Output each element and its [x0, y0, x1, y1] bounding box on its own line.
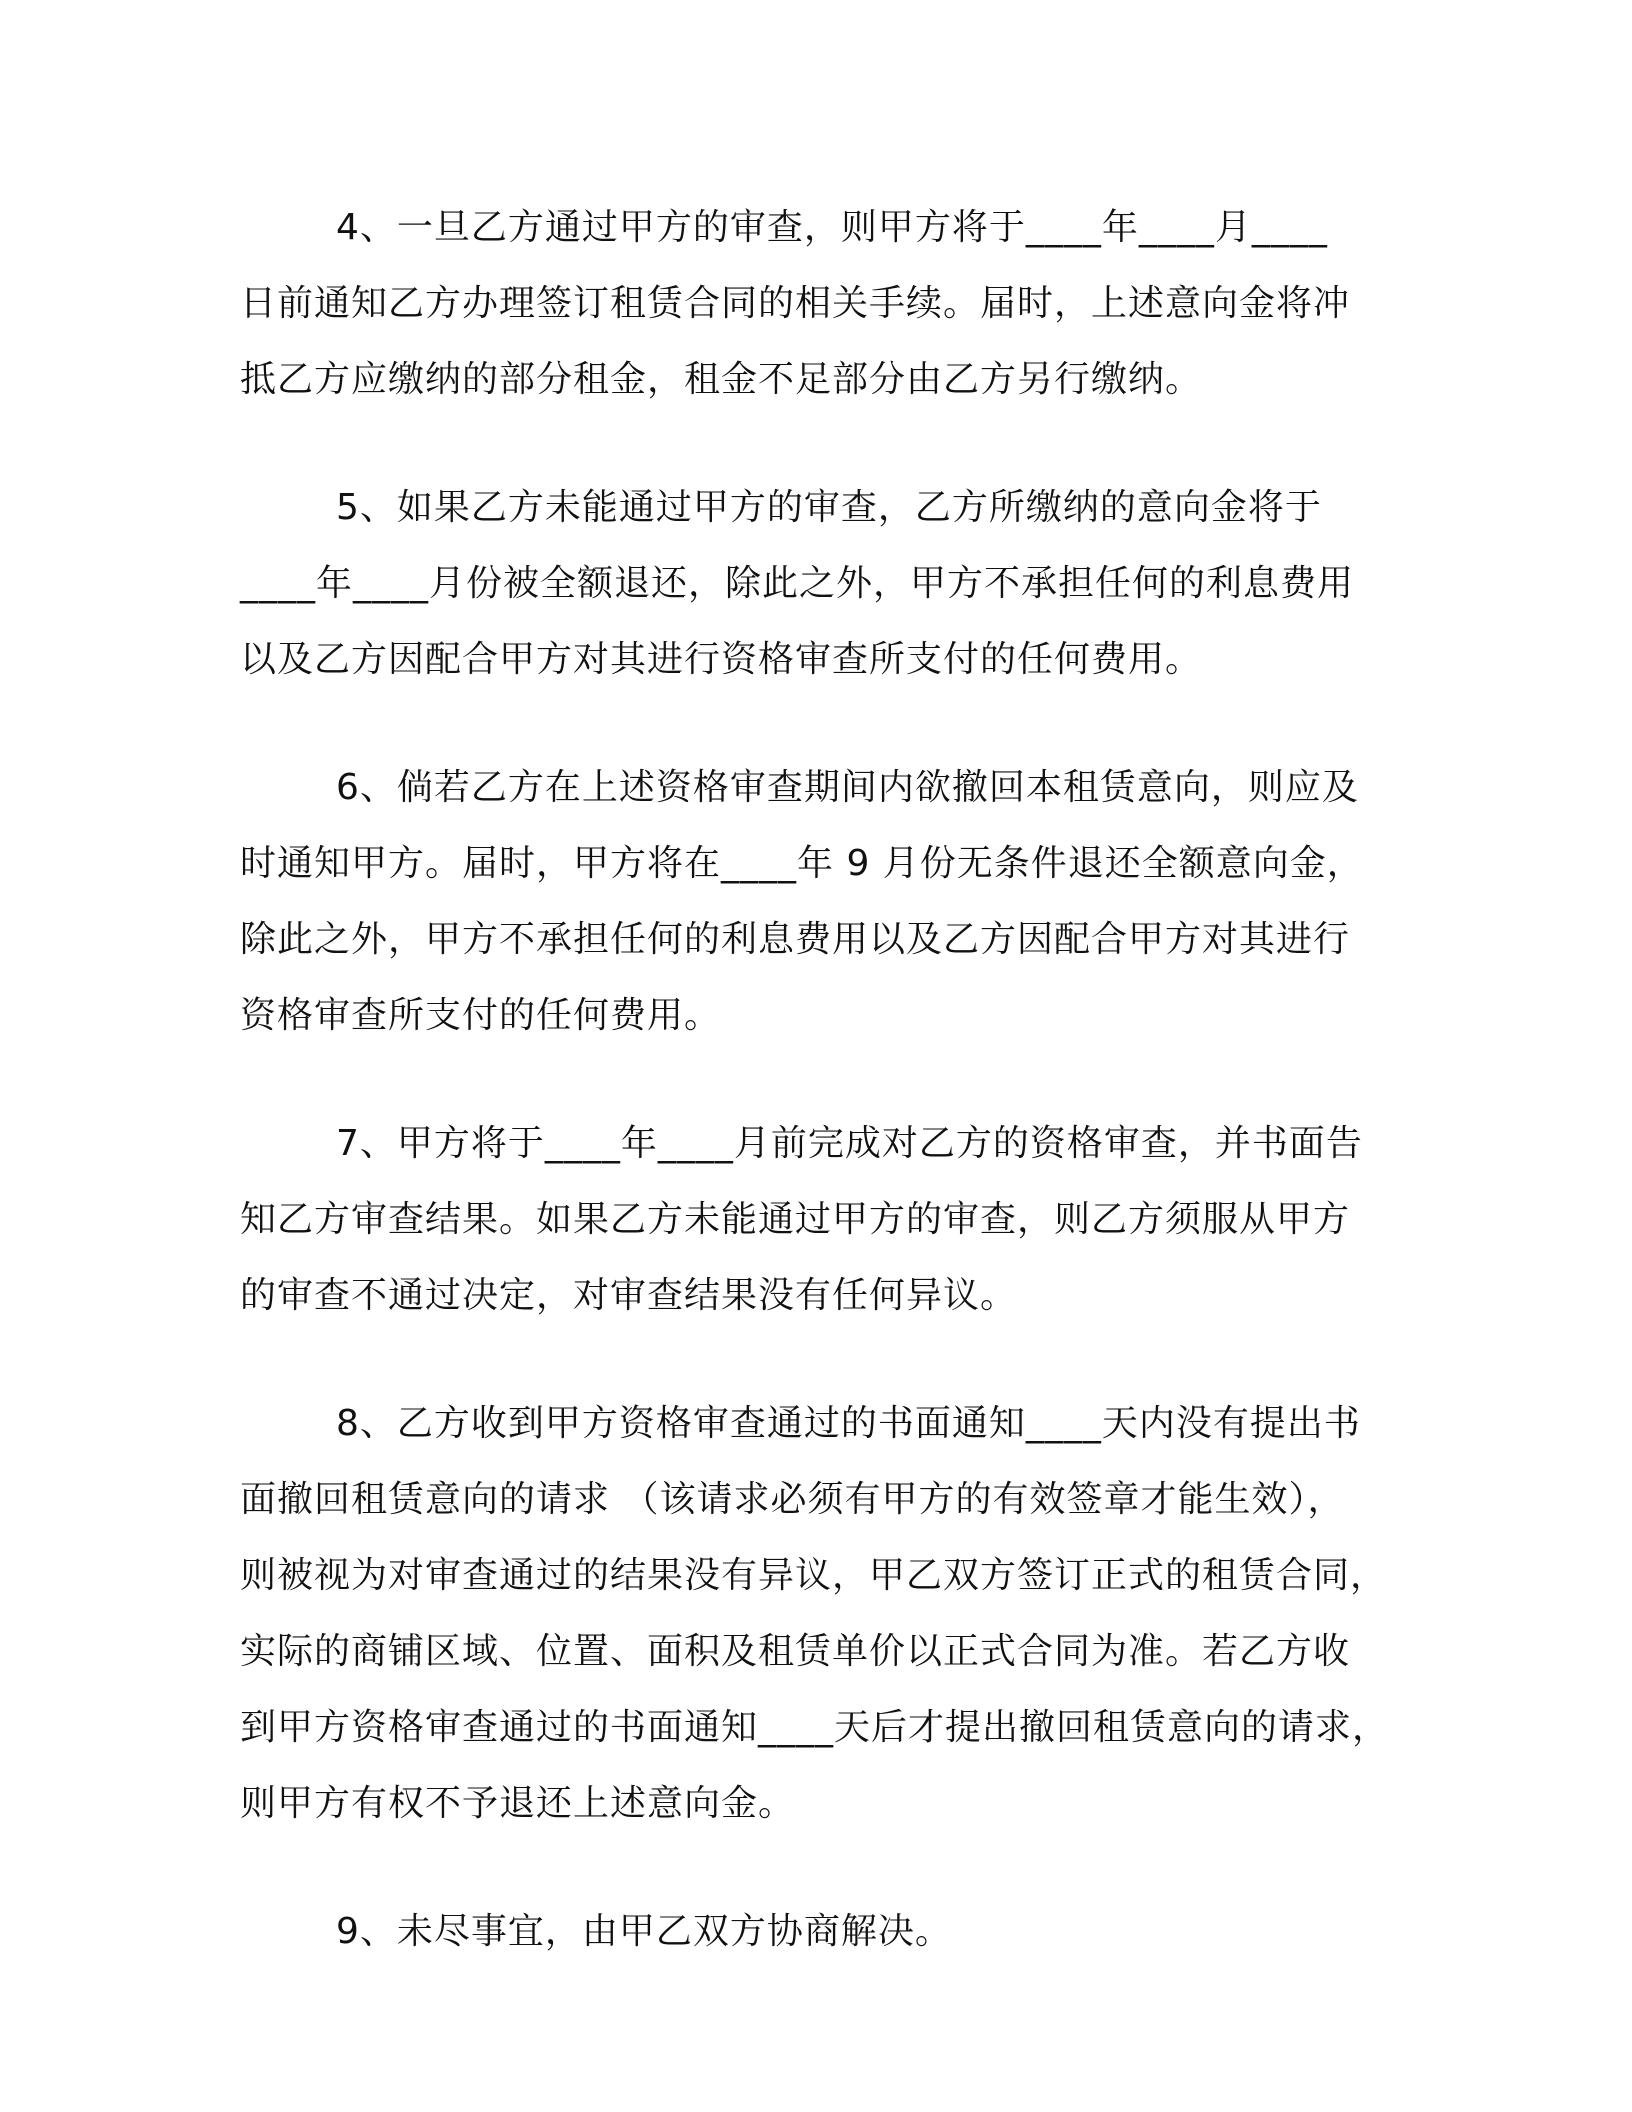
clause-9: [240, 1894, 1380, 1970]
clause-8: [240, 1386, 1390, 1842]
clause-line: 除此之外，甲方不承担任何的利息费用以及乙方因配合甲方对其进行: [240, 919, 1351, 960]
clause-line: 时通知甲方。届时，甲方将在____年 9 月份无条件退还全额意向金，: [240, 843, 1364, 884]
document-page: [240, 190, 1390, 2022]
clause-line: 9、未尽事宜，由甲乙双方协商解决。: [336, 1911, 952, 1952]
clause-line: 7、甲方将于____年____月前完成对乙方的资格审查，并书面告: [336, 1123, 1363, 1164]
clause-line: 面撤回租赁意向的请求 （该请求必须有甲方的有效签章才能生效），: [240, 1479, 1345, 1520]
clause-line: 的审查不通过决定，对审查结果没有任何异议。: [240, 1275, 1018, 1316]
clause-line: 到甲方资格审查通过的书面通知____天后才提出撤回租赁意向的请求，: [240, 1707, 1390, 1748]
clause-line: 6、倘若乙方在上述资格审查期间内欲撤回本租赁意向，则应及: [336, 767, 1359, 808]
clause-line: 5、如果乙方未能通过甲方的审查，乙方所缴纳的意向金将于: [336, 487, 1322, 528]
clause-line: 知乙方审查结果。如果乙方未能通过甲方的审查，则乙方须服从甲方: [240, 1199, 1351, 1240]
clause-line: 日前通知乙方办理签订租赁合同的相关手续。届时，上述意向金将冲: [240, 283, 1351, 324]
clause-6: [240, 750, 1380, 1054]
clause-line: 4、一旦乙方通过甲方的审查，则甲方将于____年____月____: [336, 207, 1328, 248]
clause-line: 则被视为对审查通过的结果没有异议，甲乙双方签订正式的租赁合同，: [240, 1555, 1388, 1596]
clause-line: 资格审查所支付的任何费用。: [240, 995, 722, 1036]
clause-line: 抵乙方应缴纳的部分租金，租金不足部分由乙方另行缴纳。: [240, 359, 1203, 400]
clause-line: 8、乙方收到甲方资格审查通过的书面通知____天内没有提出书: [336, 1403, 1361, 1444]
clause-line: ____年____月份被全额退还，除此之外，甲方不承担任何的利息费用: [240, 563, 1355, 604]
clause-4: [240, 190, 1380, 418]
clause-line: 以及乙方因配合甲方对其进行资格审查所支付的任何费用。: [240, 639, 1203, 680]
clause-7: [240, 1106, 1380, 1334]
clause-line: 则甲方有权不予退还上述意向金。: [240, 1783, 796, 1824]
clause-5: [240, 470, 1380, 698]
clause-line: 实际的商铺区域、位置、面积及租赁单价以正式合同为准。若乙方收: [240, 1631, 1351, 1672]
